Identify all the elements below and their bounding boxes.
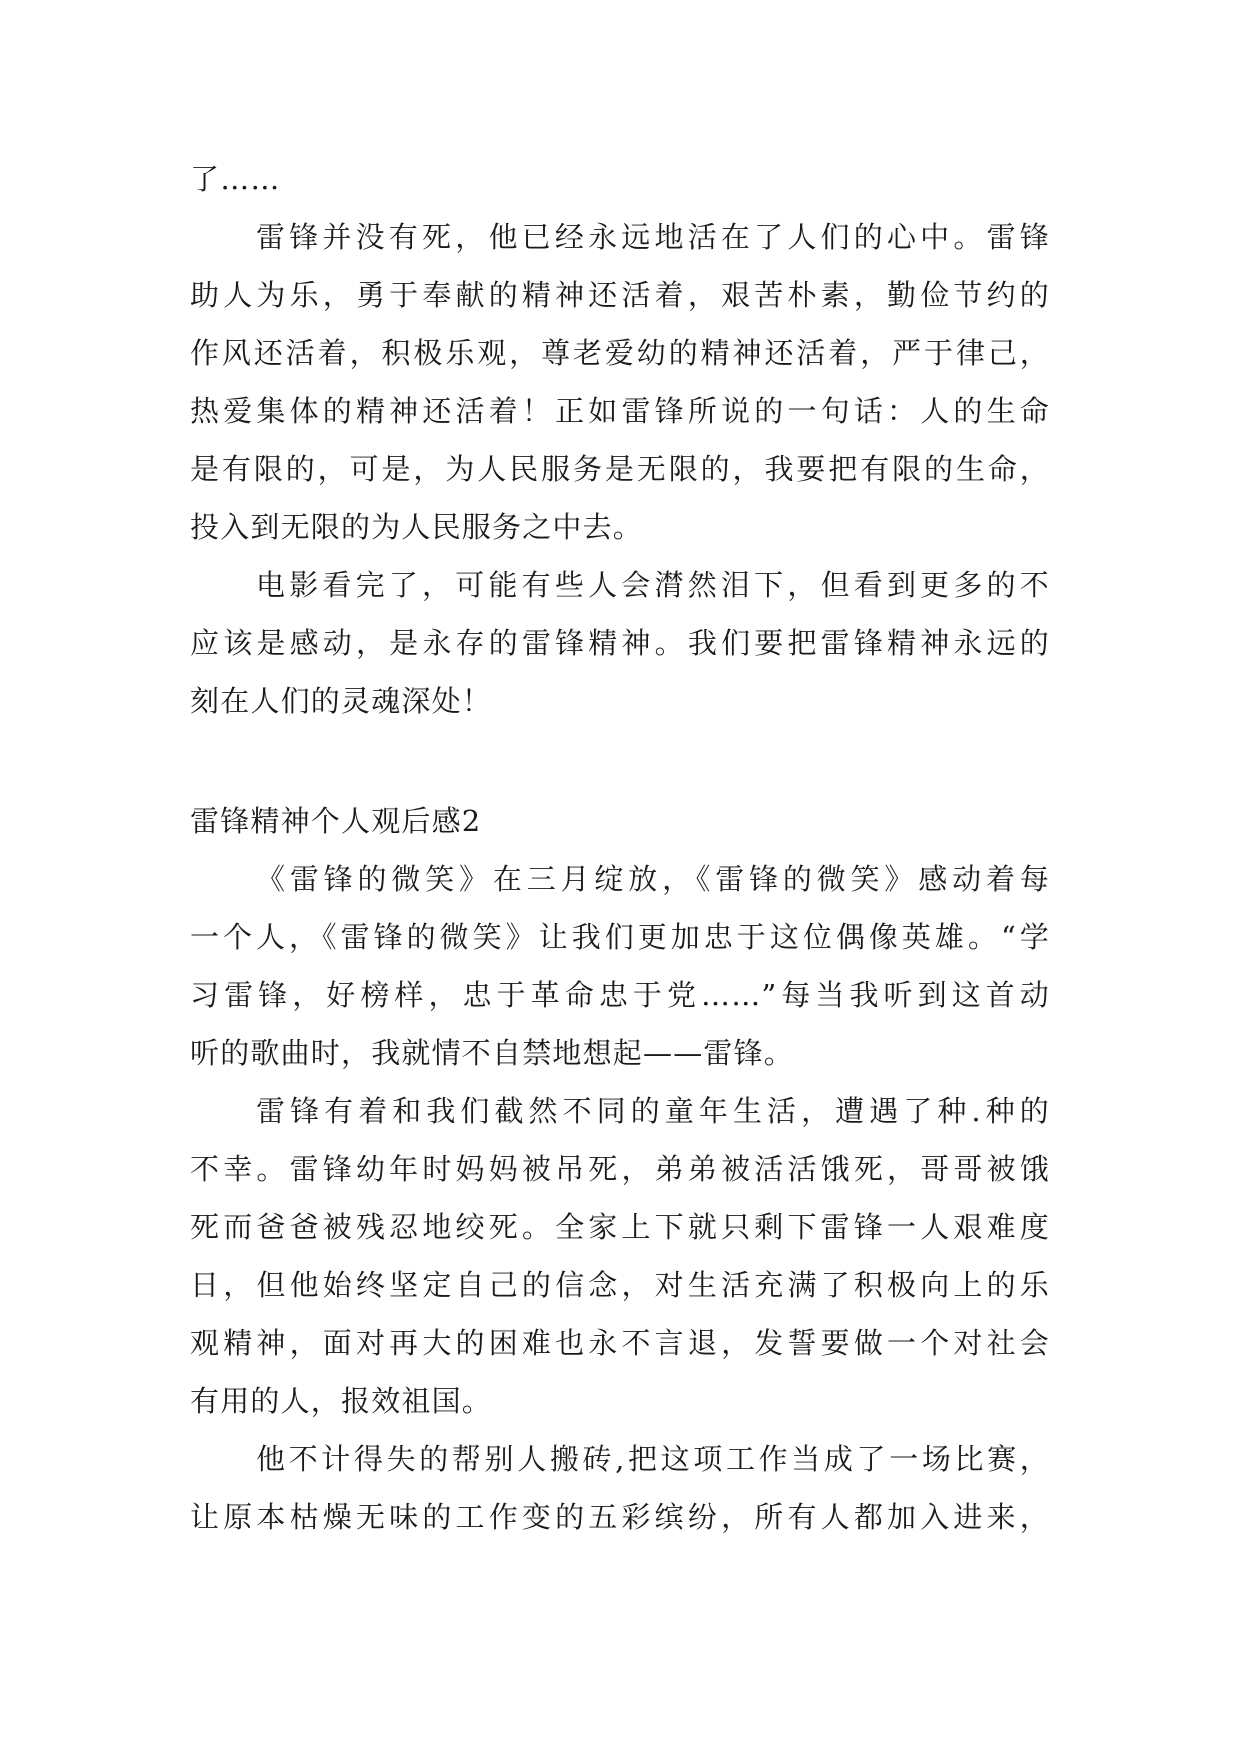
paragraph-4: [190, 1082, 1050, 1430]
paragraph-line: 《雷锋的微笑》在三月绽放，《雷锋的微笑》感动着每: [256, 862, 1050, 896]
paragraph-line: 热爱集体的精神还活着！正如雷锋所说的一句话：人的生命: [190, 394, 1050, 428]
paragraph-1: [190, 208, 1050, 556]
paragraph-3: [190, 850, 1050, 1082]
paragraph-line: 应该是感动，是永存的雷锋精神。我们要把雷锋精神永远的: [190, 626, 1050, 660]
paragraph-line: 让原本枯燥无味的工作变的五彩缤纷，所有人都加入进来，: [190, 1500, 1050, 1534]
paragraph-line: 雷锋有着和我们截然不同的童年生活，遭遇了种.种的: [256, 1094, 1050, 1128]
paragraph-line: 投入到无限的为人民服务之中去。: [190, 510, 644, 544]
paragraph-line: 死而爸爸被残忍地绞死。全家上下就只剩下雷锋一人艰难度: [190, 1210, 1050, 1244]
paragraph-line: 一个人，《雷锋的微笑》让我们更加忠于这位偶像英雄。“学: [190, 920, 1050, 954]
paragraph-line: 习雷锋，好榜样，忠于革命忠于党……”每当我听到这首动: [190, 978, 1050, 1012]
paragraph-line: 听的歌曲时，我就情不自禁地想起——雷锋。: [190, 1036, 795, 1070]
paragraph-2: [190, 556, 1050, 730]
paragraph-line: 不幸。雷锋幼年时妈妈被吊死，弟弟被活活饿死，哥哥被饿: [190, 1152, 1050, 1186]
paragraph-line: 是有限的，可是，为人民服务是无限的，我要把有限的生命，: [190, 452, 1050, 486]
paragraph-line: 雷锋并没有死，他已经永远地活在了人们的心中。雷锋: [256, 220, 1050, 254]
paragraph-line: 刻在人们的灵魂深处！: [190, 684, 493, 718]
document-page: [190, 150, 1050, 1546]
paragraph-line: 他不计得失的帮别人搬砖,把这项工作当成了一场比赛，: [256, 1442, 1050, 1476]
paragraph-line: 电影看完了，可能有些人会潸然泪下，但看到更多的不: [256, 568, 1050, 602]
paragraph-line: 观精神，面对再大的困难也永不言退，发誓要做一个对社会: [190, 1326, 1050, 1360]
paragraph-line: 助人为乐，勇于奉献的精神还活着，艰苦朴素，勤俭节约的: [190, 278, 1050, 312]
paragraph-5: [190, 1430, 1050, 1546]
paragraph-line: 作风还活着，积极乐观，尊老爱幼的精神还活着，严于律己，: [190, 336, 1050, 370]
continuation-line: 了……: [190, 162, 281, 196]
paragraph-line: 有用的人，报效祖国。: [190, 1384, 493, 1418]
section-spacer: [190, 730, 1050, 792]
section-title: 雷锋精神个人观后感2: [190, 804, 482, 838]
paragraph-line: 日，但他始终坚定自己的信念，对生活充满了积极向上的乐: [190, 1268, 1050, 1302]
